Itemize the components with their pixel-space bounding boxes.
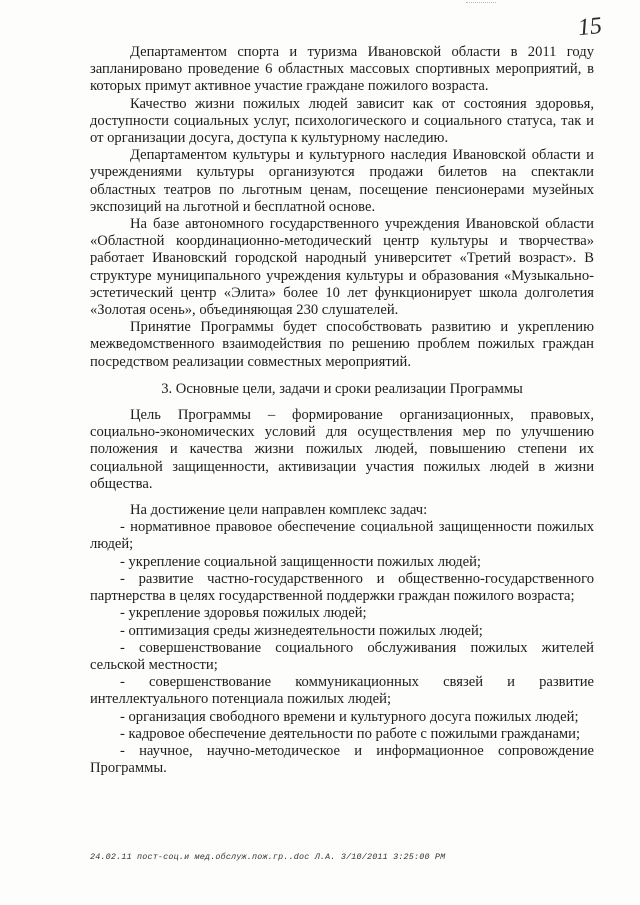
tasks-list [90,519,594,777]
list-item: - организация свободного времени и культурного досуга пожилых людей; [120,708,579,725]
paragraph: Качество жизни пожилых людей зависит как от состояния здоровья, доступности социальных услуг, психологического и социального статуса, так и от организации досуга, доступа к культурному наследию. [90,95,594,147]
list-item: - укрепление здоровья пожилых людей; [120,605,367,622]
goal-paragraph: Цель Программы – формирование организационных, правовых, социально-экономических условий для осуществления мер по улучшению положения и качества жизни пожилых людей, повышению степени их социальной защищенности, активизации участия пожилых людей в жизни общества. [90,407,594,492]
list-item: - кадровое обеспечение деятельности по работе с пожилыми гражданами; [120,725,581,742]
paragraph: На базе автономного государственного учреждения Ивановской области «Областной координационно-методический центр культуры и творчества» работает Ивановский городской народный университет «Третий возраст». В структуре муниципального учреждения культуры и образования «Музыкально-эстетический центр «Элита» более 10 лет функционирует школа долголетия «Золотая осень», объединяющая 230 слушателей. [90,216,594,319]
document-body [90,44,594,777]
list-item: - оптимизация среды жизнедеятельности пожилых людей; [120,622,483,639]
document-footer: 24.02.11 пост-соц.и мед.обслуж.пож.гр..doc Л.А. 3/10/2011 3:25:00 PM [90,852,446,862]
paragraph: Принятие Программы будет способствовать развитию и укреплению межведомственного взаимодействия по решению проблем пожилых граждан посредством реализации совместных мероприятий. [90,319,594,370]
list-item: - совершенствование коммуникационных связей и развитие интеллектуального потенциала пожилых людей; [90,674,594,708]
page-number: 15 [576,12,604,42]
list-item: - нормативное правовое обеспечение социальной защищенности пожилых людей; [90,519,594,553]
list-item: - развитие частно-государственного и общественно-государственного партнерства в целях государственной поддержки граждан пожилого возраста; [90,570,594,605]
scan-artifact [466,2,496,7]
list-item: - укрепление социальной защищенности пожилых людей; [120,553,481,570]
section-heading: 3. Основные цели, задачи и сроки реализации Программы [161,380,523,397]
tasks-intro: На достижение цели направлен комплекс задач: [130,502,428,519]
list-item: - научное, научно-методическое и информационное сопровождение Программы. [90,742,594,777]
paragraph: Департаментом спорта и туризма Ивановской области в 2011 году запланировано проведение 6 областных массовых спортивных мероприятий, в которых примут активное участие граждане пожилого возраста. [90,44,594,95]
paragraph: Департаментом культуры и культурного наследия Ивановской области и учреждениями культуры организуются продажи билетов на спектакли областных театров по льготным ценам, посещение пенсионерами музейных экспозиций на льготной и бесплатной основе. [90,147,594,215]
list-item: - совершенствование социального обслуживания пожилых жителей сельской местности; [90,639,594,673]
